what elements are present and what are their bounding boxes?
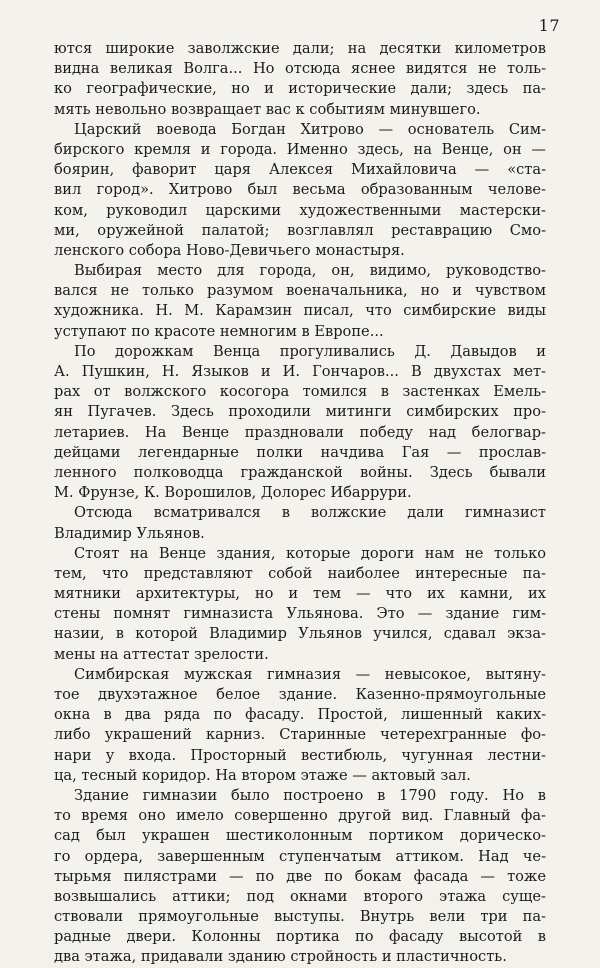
text-line: ются широкие заволжские дали; на десятки километров: [54, 40, 546, 57]
paragraph: [54, 261, 546, 342]
text-line: Царский воевода Богдан Хитрово — основатель Сим-: [74, 120, 546, 138]
text-line: дейцами легендарные полки начдива Гая — прослав-: [54, 443, 546, 461]
body-text: [54, 39, 546, 968]
text-line: ян Пугачев. Здесь проходили митинги симбирских про-: [54, 403, 546, 421]
text-line: тырьмя пилястрами — по две по бокам фасада — тоже: [54, 867, 546, 885]
page-number: 17: [538, 16, 560, 35]
text-line: Стоят на Венце здания, которые дороги нам не только: [74, 544, 546, 562]
text-line: стены помнят гимназиста Ульянова. Это — здание гим-: [54, 605, 546, 623]
text-line: боярин, фаворит царя Алексея Михайловича — «ста-: [54, 161, 546, 179]
text-line: тое двухэтажное белое здание. Казенно-прямоугольные: [54, 686, 546, 703]
paragraph: [54, 503, 546, 543]
text-line: бирского кремля и города. Именно здесь, на Венце, он —: [54, 140, 546, 158]
text-line: М. Фрунзе, К. Ворошилов, Долорес Ибаррури.: [54, 484, 412, 502]
text-line: летариев. На Венце праздновали победу над белогвар-: [54, 423, 546, 441]
paragraph: [54, 544, 546, 665]
paragraph: [54, 665, 546, 786]
text-line: вил город». Хитрово был весьма образованным челове-: [54, 181, 546, 199]
text-line: сад был украшен шестиколонным портиком дорическо-: [54, 827, 546, 845]
paragraph: [54, 120, 546, 261]
text-line: По дорожкам Венца прогуливались Д. Давыдов и: [74, 342, 546, 360]
text-line: Отсюда всматривался в волжские дали гимназист: [74, 504, 546, 522]
text-line: два этажа, придавали зданию стройность и пластичность.: [54, 948, 507, 966]
text-line: художника. Н. М. Карамзин писал, что симбирские виды: [54, 302, 546, 320]
text-line: Здание гимназии было построено в 1790 году. Но в: [74, 786, 546, 804]
text-line: мены на аттестат зрелости.: [54, 645, 269, 663]
text-line: Симбирская мужская гимназия — невысокое, вытяну-: [74, 665, 546, 683]
text-line: либо украшений карниз. Старинные четерехгранные фо-: [54, 726, 546, 744]
paragraph: [54, 39, 546, 120]
text-line: ленного полководца гражданской войны. Здесь бывали: [54, 463, 546, 481]
text-line: уступают по красоте немногим в Европе...: [54, 322, 384, 340]
text-line: ко географические, но и историческиe дали; здесь па-: [54, 80, 546, 98]
text-line: окна в два ряда по фасаду. Простой, лишенный каких-: [54, 706, 546, 724]
text-line: видна великая Волга... Но отсюда яснее видятся не толь-: [54, 60, 546, 78]
text-line: радные двери. Колонны портика по фасаду высотой в: [54, 928, 546, 946]
text-line: ца, тесный коридор. На втором этаже — актовый зал.: [54, 766, 471, 784]
text-line: ком, руководил царскими художественными мастерски-: [54, 201, 546, 219]
text-line: мятники архитектуры, но и тем — что их камни, их: [54, 585, 546, 603]
paragraph: [54, 342, 546, 504]
text-line: Владимир Ульянов.: [54, 524, 205, 542]
text-line: назии, в которой Владимир Ульянов учился, сдавал экза-: [54, 625, 546, 643]
text-line: го ордера, завершенным ступенчатым аттиком. Над че-: [54, 847, 546, 865]
text-line: Выбирая место для города, он, видимо, руководство-: [74, 262, 546, 280]
text-line: рах от волжского косогора томился в застенках Емель-: [54, 383, 546, 401]
text-line: ствовали прямоугольные выступы. Внутрь вели три па-: [54, 908, 546, 926]
paragraph: [54, 786, 546, 968]
text-line: ленского собора Ново-Девичьего монастыря.: [54, 241, 405, 259]
text-line: тем, что представляют собой наиболее интересные па-: [54, 564, 546, 582]
text-line: вался не только разумом военачальника, но и чувством: [54, 282, 546, 300]
text-line: то время оно имело совершенно другой вид. Главный фа-: [54, 807, 546, 825]
text-line: нари у входа. Просторный вестибюль, чугунная лестни-: [54, 746, 546, 764]
text-line: ми, оружейной палатой; возглавлял реставрацию Смо-: [54, 221, 546, 239]
text-line: А. Пушкин, Н. Языков и И. Гончаров... В двухстах мет-: [54, 363, 546, 380]
text-line: мять невольно возвращает вас к событиям минувшего.: [54, 100, 481, 118]
text-line: возвышались аттики; под окнами второго этажа суще-: [54, 887, 546, 905]
